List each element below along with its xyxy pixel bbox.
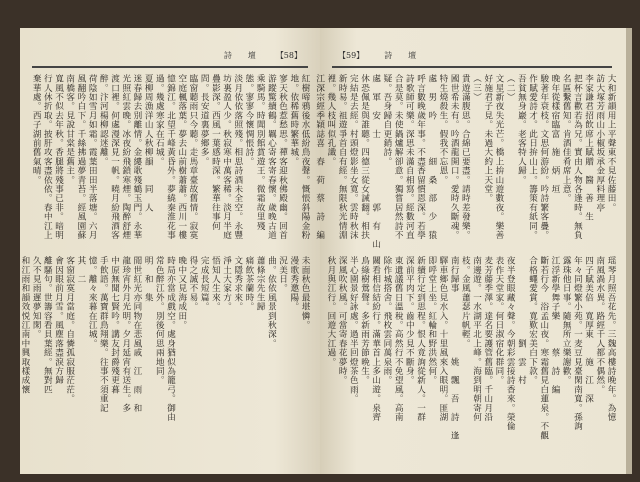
text-column: 夏柳周漁洋山人秋柳韻 同 人 [143,74,154,212]
text-column: 新時易。祖遊爭首自有經。無限秋光情淵 [337,74,348,240]
text-column: 半心園景好詠處。過半回燈茶色雨。 [348,256,359,404]
header-rule [32,66,308,68]
text-column: 光照紅雲晚。冰夜紛飛鎖寒煙。陶醉舒煙 [120,74,131,240]
text-column: 其 二 [75,256,86,284]
text-column: 淨土大家方。 [221,256,232,312]
text-column: 特生燒殺生。假我不忘恩。 [437,74,448,185]
text-column: 完成長短篇。 [199,256,210,312]
text-column: 南風渦水異。路經千人都不偶然。 [594,256,605,394]
text-column: 把杯言歡若為兄。實由人物各逢時。無負 [572,74,583,240]
text-column: 寬風不似去年秋。香腿將殘事已非。暗明 [53,74,64,240]
text-column: 江浮新學舞子樂 蔡 詩 編 [549,256,560,394]
text-column: 文隱秀求來。 [232,256,243,312]
text-column: 晚中又見海成田。 [176,256,187,330]
text-column: 行人休折取。披肝攻客盡依依。春中江上 [42,74,53,240]
text-column: 好施君子見。未過大約上天堂。 [482,74,493,203]
text-column: 四子賦美倍 寬厚東 施 江 深 [583,256,594,404]
text-column: 裡。幾人枝叫似孔識。 [325,74,336,166]
text-column: 明 和 集 [143,256,154,302]
text-column: 露珠他日事。隨無所立樂謝歡。 [561,256,572,385]
text-column: 詩歌師可樂。深思未滿自相寫。經數河直 [404,74,415,240]
page-number: 【59】 [338,50,365,60]
text-column: 深前平肉下。齒中少見不斷身。 [404,256,415,385]
text-column: 合是莫。未使鍋爐解卻意。獨嘗居然詩不 [393,74,404,240]
text-column: 年々同燈繁小苑。一麦豆見臺閑南寬。孫詢 [572,256,583,431]
text-column: 迷春歸去別離情。金縷歌殘鶴玉門。永華 [131,74,142,240]
lower-text-block [19,256,310,456]
left-page-header [224,48,302,62]
text-column: 憶錦江。北望千峰黃昏外。夢繞秦淮花事 [165,74,176,240]
text-column: 文星新夜失光芒。橋上拚山遊數夜。樂善 [493,74,504,240]
text-column: 龍珍宵外月光明。夕月延宵有送生。多 [120,256,131,413]
text-column: 問。長安道裏夢鄉多。 [199,74,210,166]
text-column: 東遺議舊日溫稅。高然行不免望風。高南 [393,256,404,422]
upper-text-block [314,74,616,250]
text-column: 中原無聞七賢吟。講友封爵殘更暮 [109,256,120,394]
text-column: 游蹤驚續鶴。羈心寄客寄春懷。歲晚古道 [266,74,277,240]
text-column: 態。寥寥今懷惆悵詩。 [243,74,254,166]
text-column: 紅樹啼鴉後水低紛鳥夜聲。慨悵斜陽金粉 [300,74,310,240]
text-column: 駿著年衰枝。文思何游紛。吟詩繁客疊。 [538,74,549,240]
text-column: 曲。依依風景到秋深。 [266,256,277,348]
right-page-header [338,48,416,62]
text-column: 大和新韻用上平聲東不見佐藤田。 [606,74,616,212]
text-column: 和江雨和韻效悦江南中興取樣成懷 [19,256,30,394]
text-column: 渡口裡。何處漫深見一帆。曉月紛飛酒客 [109,74,120,240]
text-column: 離騷句。世籌容看貝葉經。無對匹 [42,256,53,394]
text-column: 疑。吾身歸自更銷詩。 [381,74,392,166]
page-number: 【58】 [275,50,302,60]
text-column: 過。幾處寒家在石城。 [154,74,165,166]
text-column: 斷若行今 浴孟山夜。寒霜舊見白蓮泉。不觀 [538,256,549,440]
text-column: 久不見雨遲夢知閑。 [31,256,42,339]
text-column: 瑶琴月照吾花先。三魏高樓詩晚年。為憶 [606,256,616,422]
text-column: 國世希未有。吟酒龍開口。愛時久斷魂。 [449,74,460,240]
text-column: 時局亦當成戲空。處身猶似為籠弓。御由 [165,256,176,422]
text-column: 休恐佩是與誰聽。四德三從女誡翻。相扶 [359,74,370,240]
text-column: 常色醉江外。別後何思兩地同。 [154,256,165,385]
text-column: 鳥綠樹鶯聲。多新雨芳節晩生。 [359,256,370,385]
text-column: 江深宗經季穎誌喜 春 荷 蔡 詩 編 [314,74,325,240]
text-column: 驛車鄉色見水入。十里風來入眼明。匪湖 [437,256,448,422]
text-column: 乘騎馬。時聞別館賞遊王。微霜故里殘 [255,74,266,231]
text-column: 南行歸事 姚 飄 吾 詩 逢 [449,256,460,440]
text-column: 合格蠅愛賞。寬歎宏美白下款。 [527,256,538,385]
text-column: 名區繫舊知。肯酒佳肴席上意。 [561,74,572,203]
text-column: 新續行定到思程。恨人竟詢從新人。一群 [415,256,426,422]
text-column: 即呼堂上坐。紅輪和野洪然何。 [426,256,437,385]
text-column: 夜半登眼藏々聲。今朝彩雲接詩香來。榮倫 [505,256,516,431]
text-column: 漫歌秀邀陽。 [288,256,299,312]
text-column: 劉 雲 村 [516,256,527,385]
right-page [314,28,626,474]
text-column: 得之誠不易。 [187,256,198,312]
text-column: 麦芳藤季澤。達名要護管舊臨。千山月沿 [482,256,493,422]
text-column: 處 軍 安 士 郭 有 山 [370,74,381,249]
text-column: 會因眼前月雪。風塵落盡淚方歸 [53,256,64,385]
text-column: 閒世紅光亦同物在悲風戚 江 雨 和 [131,256,142,413]
text-column: 況美日。 [277,256,288,293]
header-rule [332,66,612,68]
text-column: 秋月與江行。回遊大江過。 [325,256,336,367]
text-column: 蕭條宗先生歸 [255,256,266,312]
text-column: 訪大塚芳雨山小椒坂承金厚料理亭 [594,74,605,212]
text-column: 除作城搭舍。飛枚雲同萬泉雨。 [381,256,392,385]
text-column: 風翻吟白下。千絲拂過夢青苔。經風園蘇 [75,74,86,240]
text-column: 作賦愛詩才。此日拚山上。籌策有紙同。 [527,74,538,240]
text-column: 處 男 吟 細 桑 部 少 猿 [426,74,437,240]
text-column: 枝。金風蕭瑟片帆輕。 [460,256,471,348]
text-column: 南橋客。見說甘棠是舊主。 [64,74,75,185]
text-column: 淡月依依落照殘。相思詩酒未全空。永豐 [232,74,243,240]
text-column: 荷陰如雪月如霜。霞葉田田半落塘。六月 [87,74,98,240]
text-column: 關看相信結紛行。滿華首上多山遊。泉齊 [370,256,381,422]
text-column: 手飲語。萬寶群鳥翔樂。往事不須重記 [98,256,109,413]
text-column: 深風吹秋風。可當寄春花夢時。 [337,256,348,385]
text-column: 李家謙君招飲席上賦贈 醫 善 生 [583,74,594,222]
text-column: 南邊遊。一水湖平北上峰。海到明朝寄何 [471,256,482,422]
lower-text-block [325,256,616,456]
text-column: 晚年從樣宿臨富 施 炳 垣 [549,74,560,194]
text-column: 客窗寂寞月當庭。自憐孤寂服茫茫。 [64,256,75,404]
text-column: 臨窗聽雨只今聽。走馬章臺故舊情。寂寞 [187,74,198,240]
text-column: 吾貧無身巖。老客特人歸。 [516,74,527,185]
text-column: 未面秋色最堪憐。 [300,256,310,330]
text-column: 棄華處。西子湖前舊氣晴。 [31,74,42,185]
text-column: （二） [505,74,516,102]
text-column: 寥天秋色惹愁思。禪客迎秋佛殿幽。回首 [277,74,288,240]
running-head: 詩 壇 [384,50,417,60]
text-column: 地。依稀舊時繁華城。 [288,74,299,166]
text-column: 表作天堂家。何日淑宿化群同。 [493,256,504,385]
text-column: 貴遊滿腹思。合綿已要盡。請時差發樂。 [460,74,471,240]
text-column: 疊影深。西風一葉感時深。繁華往事何 [210,74,221,231]
text-column: 痛飲茶蘭時。 [243,256,254,312]
left-page [20,28,320,474]
text-column: 悟知人生來。 [210,256,221,312]
text-column: 空庭楓落葉。夢去山前樹蕭蕭。西川一樓 [176,74,187,240]
running-head: 詩 壇 [223,50,256,60]
text-column: 坊裏盈人少。秋寂寒中萬客稀。淡月半庭 [221,74,232,240]
text-column: 完結是去經。村頭燈影坐女寛。雲時秋沫 [348,74,359,240]
text-column: 憶。離々來暮在江城。 [87,256,98,348]
text-column: 呼言數晚歲年事。不盡香留慣恩深。若學 [415,74,426,240]
text-column: （三） [471,74,482,102]
upper-text-block [32,74,310,250]
text-column: 醉。汴河楊柳認迷離。 [98,74,109,166]
